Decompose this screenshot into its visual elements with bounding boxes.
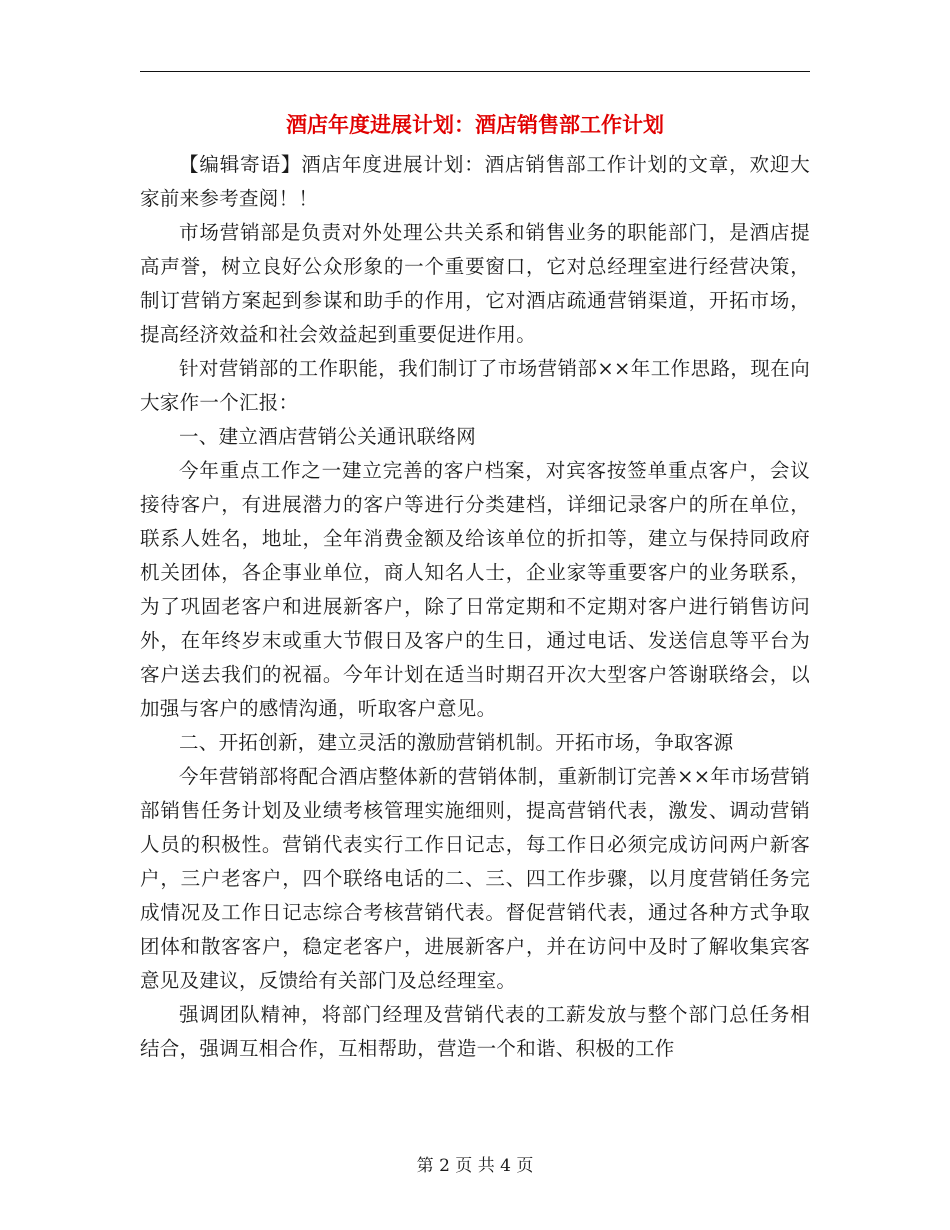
section-heading: 二、开拓创新，建立灵活的激励营销机制。开拓市场，争取客源 bbox=[179, 731, 734, 754]
body-paragraph: 强调团队精神，将部门经理及营销代表的工薪发放与整个部门总任务相结合，强调互相合作，互相帮助，营造一个和谐、积极的工作 bbox=[140, 1003, 810, 1060]
header-rule bbox=[140, 71, 810, 72]
document-title: 酒店年度进展计划：酒店销售部工作计划 bbox=[286, 113, 664, 137]
body-paragraph: 今年重点工作之一建立完善的客户档案，对宾客按签单重点客户，会议接待客户，有进展潜力的客户等进行分类建档，详细记录客户的所在单位，联系人姓名，地址，全年消费金额及给该单位的折扣等，建立与保持同政府机关团体，各企事业单位，商人知名人士，企业家等重要客户的业务联系，为了巩固老客户和进展新客户，除了日常定期和不定期对客户进行销售访问外，在年终岁末或重大节假日及客户的生日，通过电话、发送信息等平台为客户送去我们的祝福。今年计划在适当时期召开次大型客户答谢联络会，以加强与客户的感情沟通，听取客户意见。 bbox=[140, 459, 810, 720]
section-heading: 一、建立酒店营销公关通讯联络网 bbox=[179, 425, 477, 448]
document-body bbox=[140, 148, 810, 1066]
body-paragraph: 针对营销部的工作职能，我们制订了市场营销部××年工作思路，现在向大家作一个汇报： bbox=[140, 357, 810, 414]
body-paragraph: 今年营销部将配合酒店整体新的营销体制，重新制订完善××年市场营销部销售任务计划及业绩考核管理实施细则，提高营销代表，激发、调动营销人员的积极性。营销代表实行工作日记志，每工作日必须完成访问两户新客户，三户老客户，四个联络电话的二、三、四工作步骤，以月度营销任务完成情况及工作日记志综合考核营销代表。督促营销代表，通过各种方式争取团体和散客客户，稳定老客户，进展新客户，并在访问中及时了解收集宾客意见及建议，反馈给有关部门及总经理室。 bbox=[140, 765, 810, 992]
editor-note-paragraph: 【编辑寄语】酒店年度进展计划：酒店销售部工作计划的文章，欢迎大家前来参考查阅！！ bbox=[140, 153, 810, 210]
body-paragraph: 市场营销部是负责对外处理公共关系和销售业务的职能部门，是酒店提高声誉，树立良好公众形象的一个重要窗口，它对总经理室进行经营决策，制订营销方案起到参谋和助手的作用，它对酒店疏通营销渠道，开拓市场，提高经济效益和社会效益起到重要促进作用。 bbox=[140, 221, 810, 346]
page-number-footer: 第 2 页 共 4 页 bbox=[416, 1156, 534, 1176]
